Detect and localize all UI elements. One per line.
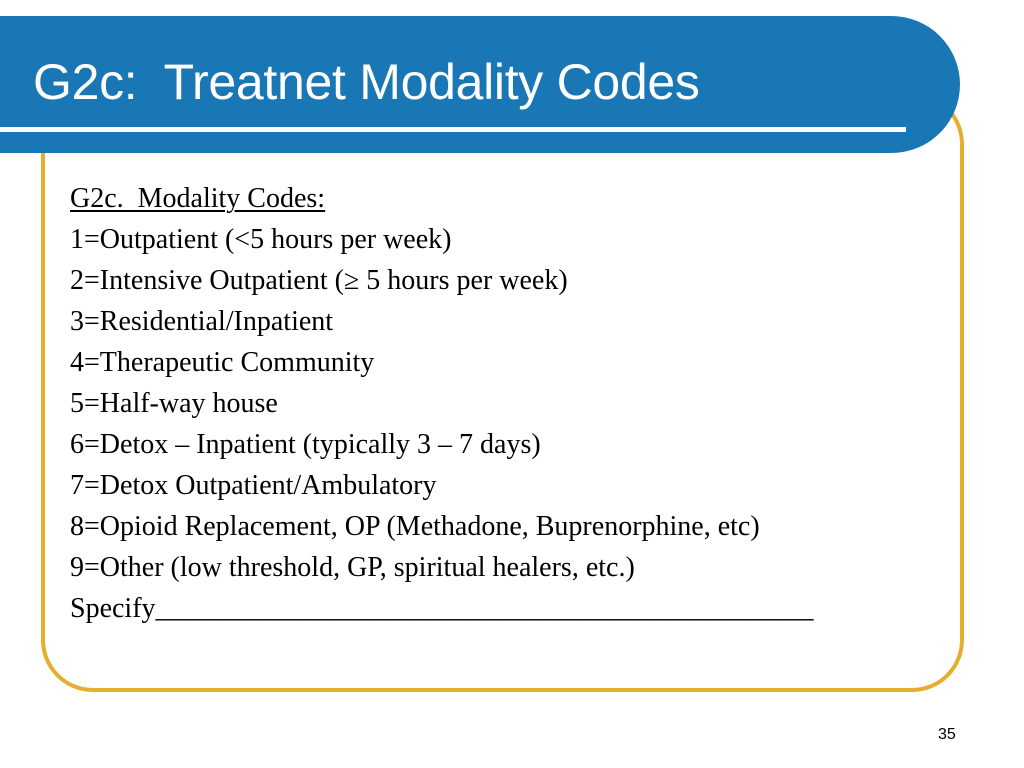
modality-code-item: 7=Detox Outpatient/Ambulatory	[70, 470, 437, 501]
modality-code-item: 3=Residential/Inpatient	[70, 306, 334, 337]
modality-code-item: 2=Intensive Outpatient (≥ 5 hours per week)	[70, 265, 568, 296]
modality-code-item: 9=Other (low threshold, GP, spiritual healers, etc.)	[70, 552, 635, 583]
page-number: 35	[938, 726, 956, 743]
modality-code-item: 6=Detox – Inpatient (typically 3 – 7 days)	[70, 429, 541, 460]
modality-code-item: 5=Half-way house	[70, 388, 278, 419]
title-underline-rule	[0, 127, 906, 132]
slide-title: G2c: Treatnet Modality Codes	[33, 54, 700, 110]
modality-code-item: 4=Therapeutic Community	[70, 347, 375, 378]
modality-code-list	[70, 178, 814, 629]
modality-code-item: 1=Outpatient (<5 hours per week)	[70, 224, 452, 255]
specify-line: Specify_______________________________________________	[70, 593, 814, 624]
modality-code-item: 8=Opioid Replacement, OP (Methadone, Buprenorphine, etc)	[70, 511, 760, 542]
modality-codes-heading: G2c. Modality Codes:	[70, 183, 326, 214]
